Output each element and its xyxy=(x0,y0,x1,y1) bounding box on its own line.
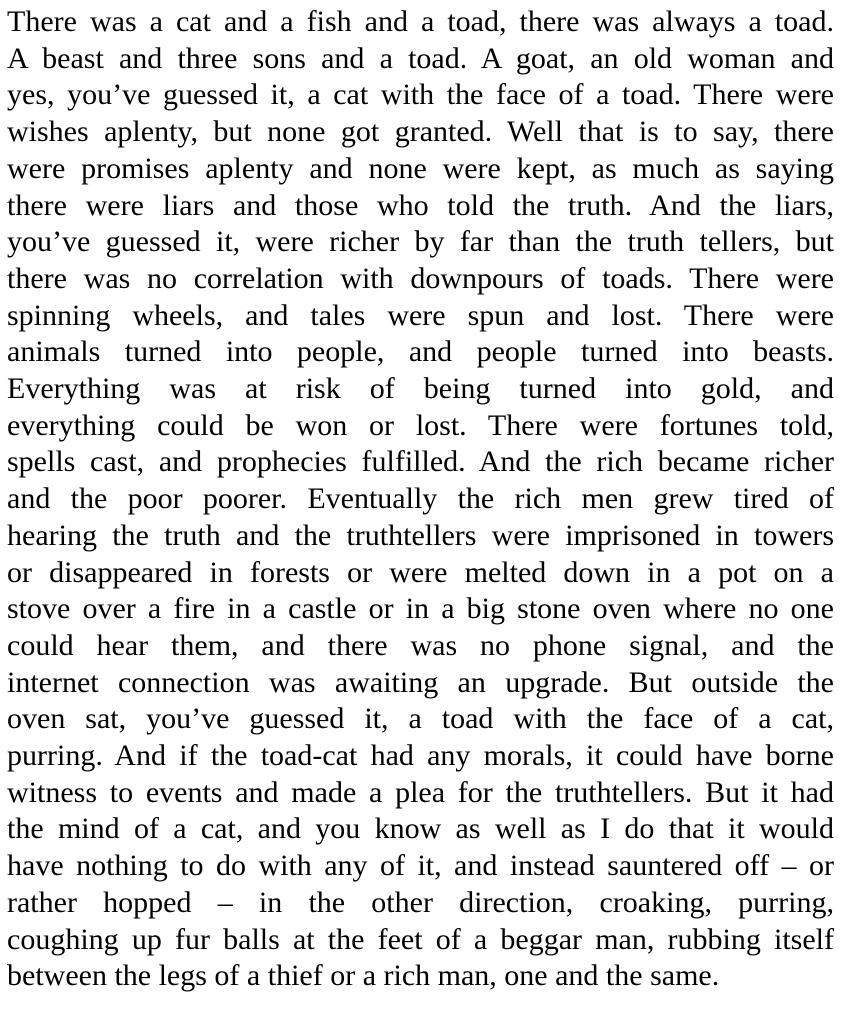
text-line: everything could be won or lost. There were fortunes told, xyxy=(7,408,834,442)
text-line: or disappeared in forests or were melted down in a pot on a xyxy=(7,555,834,589)
text-line: wishes aplenty, but none got granted. Well that is to say, there xyxy=(7,115,834,149)
text-line: coughing up fur balls at the feet of a beggar man, rubbing itself xyxy=(7,922,834,956)
text-line: have nothing to do with any of it, and instead sauntered off – or xyxy=(7,849,834,883)
text-line: there were liars and those who told the truth. And the liars, xyxy=(7,188,834,222)
text-line: There was a cat and a fish and a toad, there was always a toad. xyxy=(7,5,834,38)
text-line: witness to events and made a plea for the truthtellers. But it had xyxy=(7,775,834,809)
text-line: and the poor poorer. Eventually the rich men grew tired of xyxy=(7,482,834,516)
text-line: purring. And if the toad-cat had any morals, it could have borne xyxy=(7,739,834,773)
text-line: Everything was at risk of being turned into gold, and xyxy=(7,372,834,406)
text-line: yes, you’ve guessed it, a cat with the face of a toad. There were xyxy=(7,78,834,112)
text-line-last: between the legs of a thief or a rich man, one and the same. xyxy=(7,959,720,993)
text-line: there was no correlation with downpours of toads. There were xyxy=(7,261,834,295)
text-line: animals turned into people, and people turned into beasts. xyxy=(7,335,834,369)
text-line: A beast and three sons and a toad. A goat, an old woman and xyxy=(7,41,834,75)
text-line: spells cast, and prophecies fulfilled. And the rich became richer xyxy=(7,445,834,479)
text-line: stove over a fire in a castle or in a big stone oven where no one xyxy=(7,592,834,626)
text-line: internet connection was awaiting an upgrade. But outside the xyxy=(7,665,834,699)
text-line: the mind of a cat, and you know as well as I do that it would xyxy=(7,812,834,846)
text-line: oven sat, you’ve guessed it, a toad with the face of a cat, xyxy=(7,702,834,736)
text-line: hearing the truth and the truthtellers were imprisoned in towers xyxy=(7,518,834,552)
text-line: spinning wheels, and tales were spun and lost. There were xyxy=(7,298,834,332)
text-line: you’ve guessed it, were richer by far than the truth tellers, but xyxy=(7,225,834,259)
text-line: rather hopped – in the other direction, croaking, purring, xyxy=(7,885,834,919)
text-line: were promises aplenty and none were kept, as much as saying xyxy=(7,151,834,185)
text-line: could hear them, and there was no phone signal, and the xyxy=(7,628,834,662)
body-paragraph xyxy=(7,4,834,995)
